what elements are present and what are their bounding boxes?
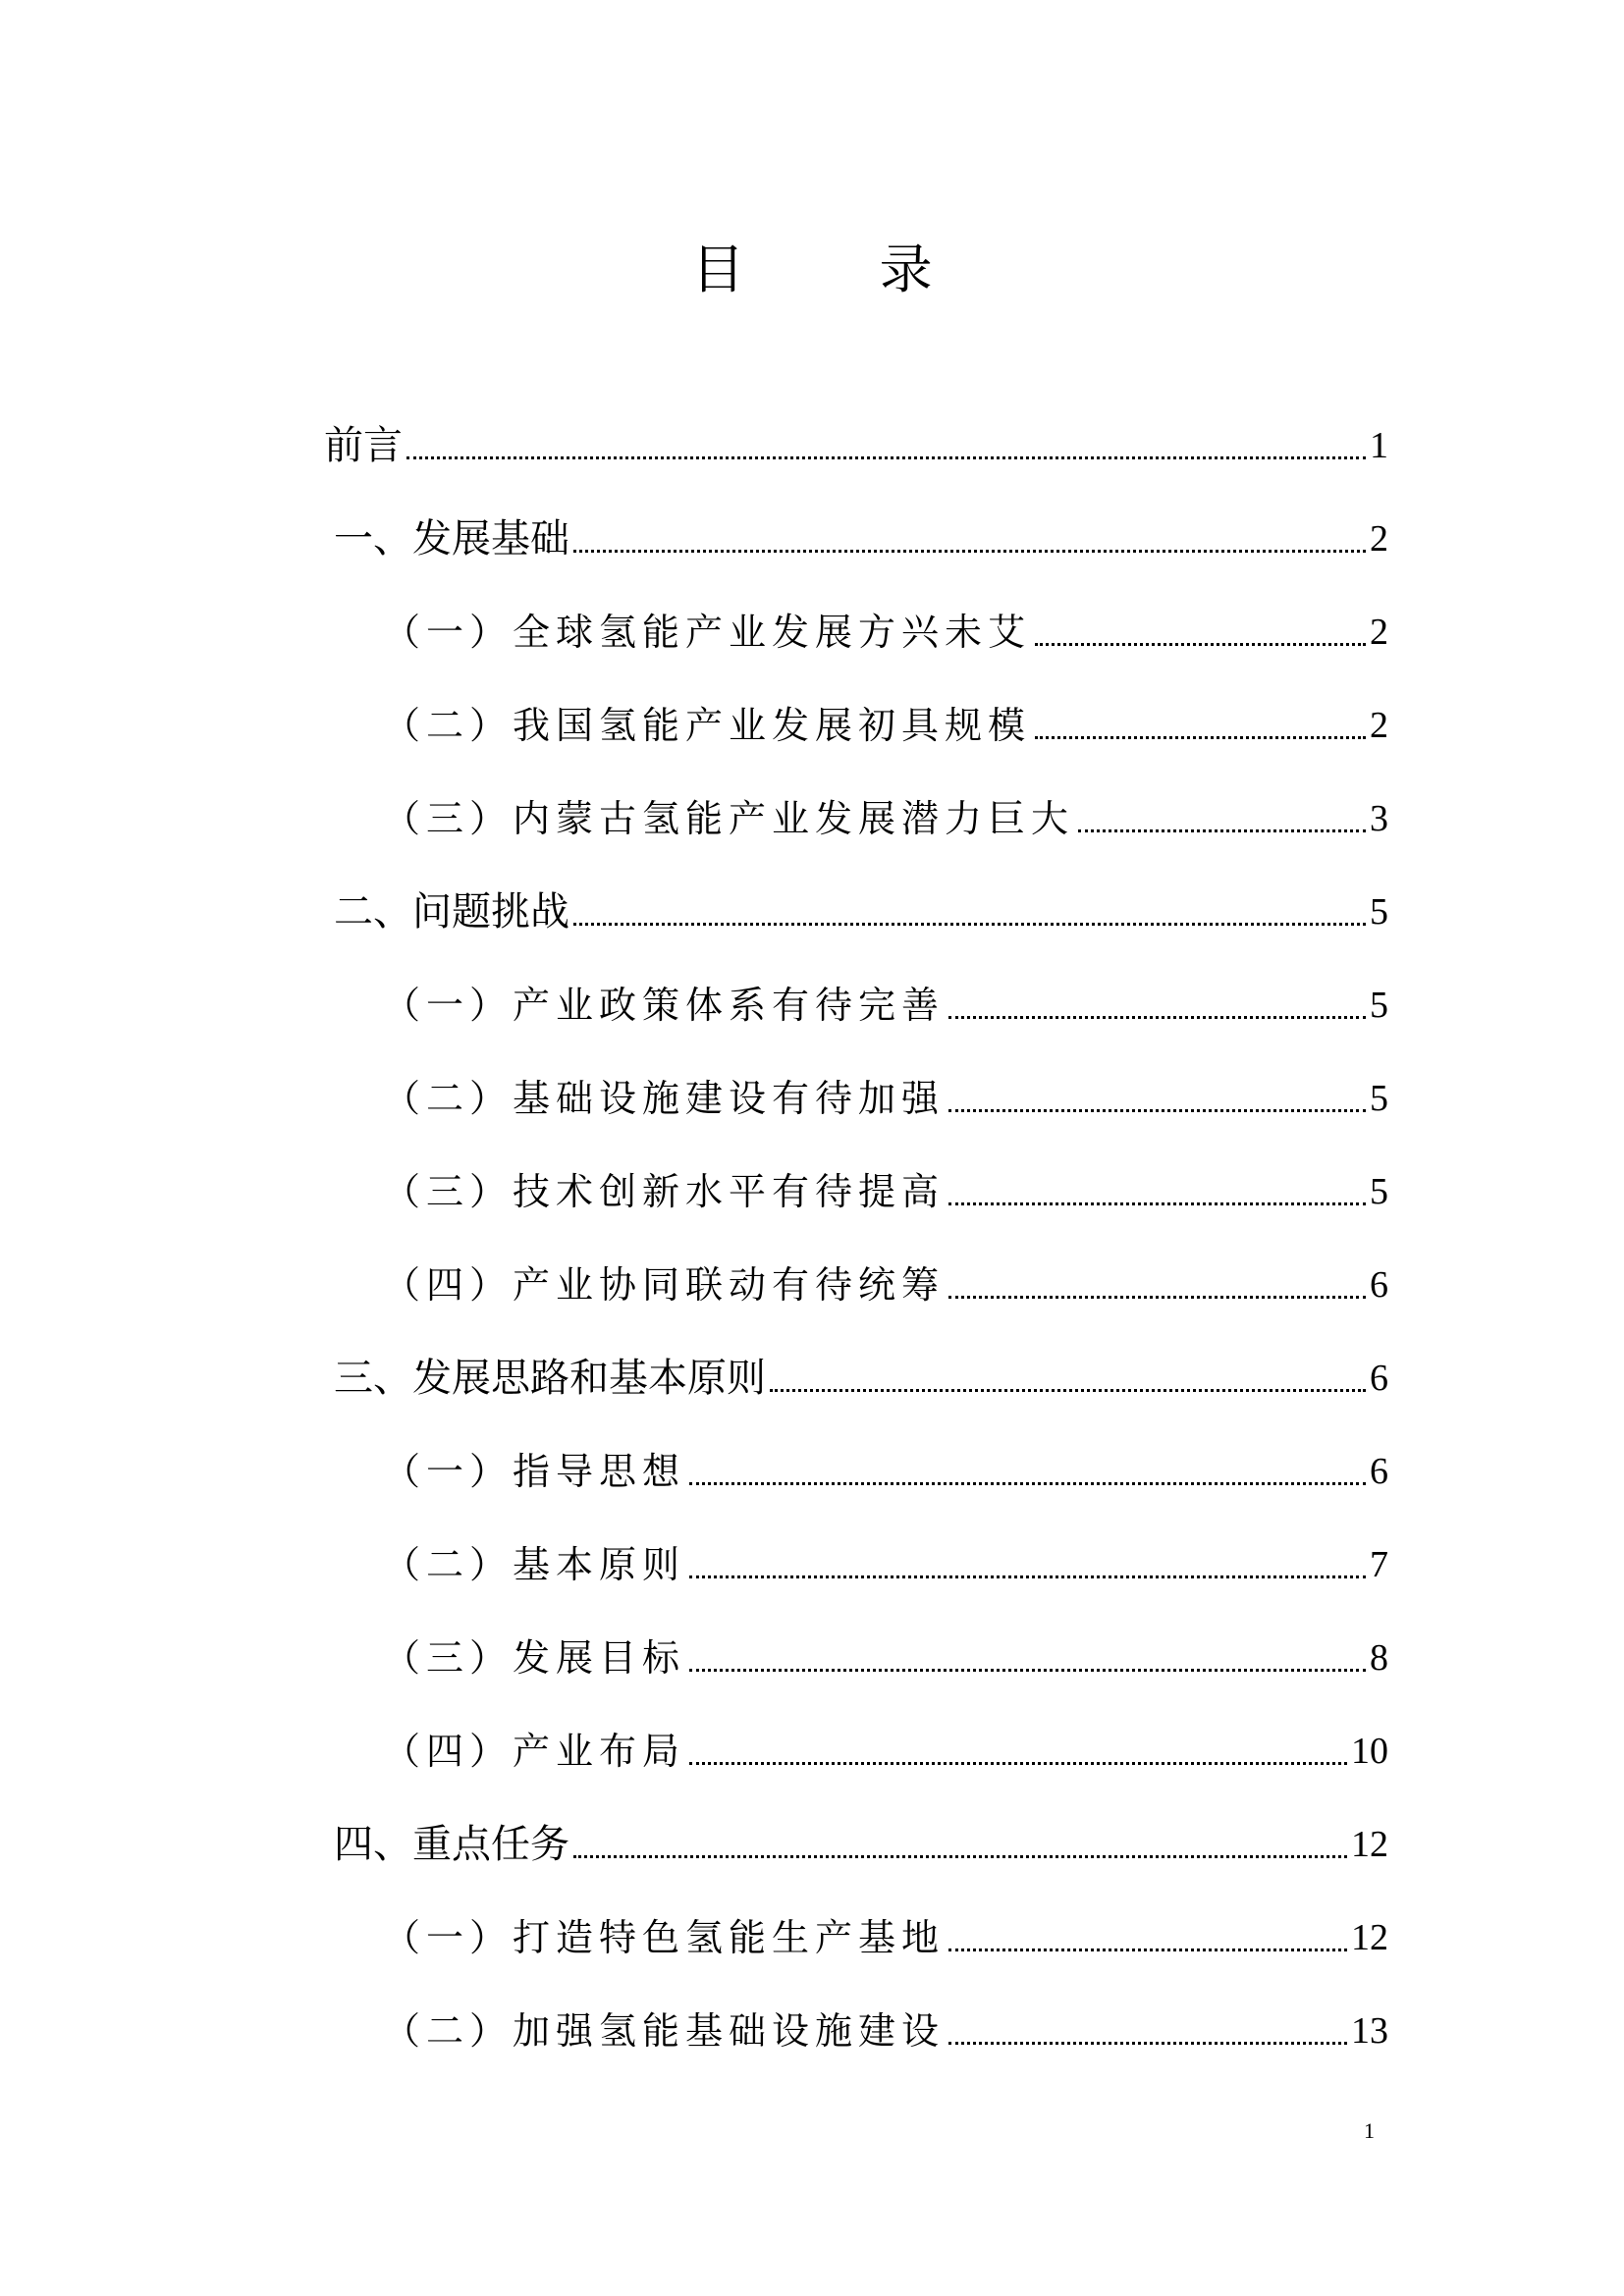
- dot-leader: [948, 1016, 1366, 1019]
- toc-entry-label: （一）产业政策体系有待完善: [383, 984, 946, 1027]
- page-number: 1: [1364, 2118, 1375, 2143]
- toc-entry-page: 1: [1370, 425, 1388, 466]
- dot-leader: [1035, 643, 1366, 646]
- dot-leader: [948, 2042, 1347, 2045]
- toc-entry-label: （二）加强氢能基础设施建设: [383, 2009, 946, 2053]
- toc-entry-page: 12: [1351, 1824, 1388, 1865]
- toc-entry-section-3-2[interactable]: [383, 1531, 1388, 1590]
- toc-entry-section-2-4[interactable]: [383, 1252, 1388, 1310]
- toc-entry-label: （四）产业布局: [383, 1730, 686, 1773]
- toc-entry-preface[interactable]: [324, 412, 1388, 471]
- toc-entry-page: 10: [1351, 1731, 1388, 1772]
- dot-leader: [573, 1855, 1347, 1858]
- toc-entry-label: 三、发展思路和基本原则: [334, 1356, 766, 1401]
- toc-entry-label: （一）指导思想: [383, 1450, 686, 1493]
- toc-entry-page: 8: [1370, 1637, 1388, 1679]
- toc-entry-page: 6: [1370, 1358, 1388, 1399]
- dot-leader: [406, 456, 1366, 459]
- toc-entry-section-1[interactable]: [334, 506, 1388, 564]
- dot-leader: [689, 1669, 1366, 1672]
- toc-entry-label: （二）基本原则: [383, 1543, 686, 1586]
- toc-entry-label: （四）产业协同联动有待统筹: [383, 1263, 946, 1307]
- toc-entry-section-4-2[interactable]: [383, 1998, 1388, 2056]
- toc-entry-section-2-3[interactable]: [383, 1158, 1388, 1217]
- dot-leader: [689, 1762, 1347, 1765]
- toc-entry-section-3[interactable]: [334, 1345, 1388, 1404]
- toc-entry-page: 6: [1370, 1451, 1388, 1492]
- toc-entry-label: 一、发展基础: [334, 516, 569, 561]
- toc-entry-page: 6: [1370, 1264, 1388, 1306]
- toc-entry-label: 前言: [324, 423, 403, 468]
- toc-entry-label: （一）全球氢能产业发展方兴未艾: [383, 611, 1032, 654]
- dot-leader: [573, 923, 1366, 926]
- toc-entry-page: 7: [1370, 1544, 1388, 1585]
- toc-entry-page: 5: [1370, 1078, 1388, 1119]
- toc-entry-label: （一）打造特色氢能生产基地: [383, 1916, 946, 1959]
- toc-entry-section-3-4[interactable]: [383, 1718, 1388, 1777]
- toc-entry-page: 12: [1351, 1917, 1388, 1958]
- toc-entry-section-1-2[interactable]: [383, 692, 1388, 751]
- dot-leader: [689, 1575, 1366, 1578]
- toc-entry-label: 二、问题挑战: [334, 889, 569, 934]
- toc-entry-section-1-3[interactable]: [383, 785, 1388, 844]
- toc-entry-page: 13: [1351, 2010, 1388, 2052]
- toc-entry-label: （二）我国氢能产业发展初具规模: [383, 704, 1032, 747]
- toc-entry-label: （三）技术创新水平有待提高: [383, 1170, 946, 1213]
- dot-leader: [948, 1296, 1366, 1299]
- dot-leader: [948, 1949, 1347, 1951]
- toc-entry-section-3-1[interactable]: [383, 1438, 1388, 1497]
- dot-leader: [573, 550, 1366, 553]
- dot-leader: [948, 1202, 1366, 1205]
- dot-leader: [1078, 829, 1366, 832]
- toc-entry-section-2-2[interactable]: [383, 1065, 1388, 1124]
- toc-entry-page: 5: [1370, 891, 1388, 933]
- toc-entry-section-4-1[interactable]: [383, 1904, 1388, 1963]
- toc-entry-page: 2: [1370, 705, 1388, 746]
- dot-leader: [689, 1482, 1366, 1485]
- dot-leader: [770, 1389, 1366, 1392]
- toc-entry-page: 3: [1370, 798, 1388, 839]
- toc-entry-label: （三）发展目标: [383, 1636, 686, 1680]
- toc-entry-label: （二）基础设施建设有待加强: [383, 1077, 946, 1120]
- dot-leader: [948, 1109, 1366, 1112]
- toc-entry-page: 5: [1370, 985, 1388, 1026]
- toc-entry-section-2[interactable]: [334, 879, 1388, 937]
- toc-entry-section-1-1[interactable]: [383, 599, 1388, 658]
- toc-entry-section-2-1[interactable]: [383, 972, 1388, 1031]
- dot-leader: [1035, 736, 1366, 739]
- toc-entry-label: 四、重点任务: [334, 1822, 569, 1867]
- toc-entry-section-4[interactable]: [334, 1811, 1388, 1870]
- toc-entry-page: 5: [1370, 1171, 1388, 1212]
- toc-entry-label: （三）内蒙古氢能产业发展潜力巨大: [383, 797, 1075, 840]
- toc-entry-page: 2: [1370, 612, 1388, 653]
- toc-entry-page: 2: [1370, 518, 1388, 560]
- toc-entry-section-3-3[interactable]: [383, 1625, 1388, 1683]
- page-title: 目 录: [691, 239, 992, 300]
